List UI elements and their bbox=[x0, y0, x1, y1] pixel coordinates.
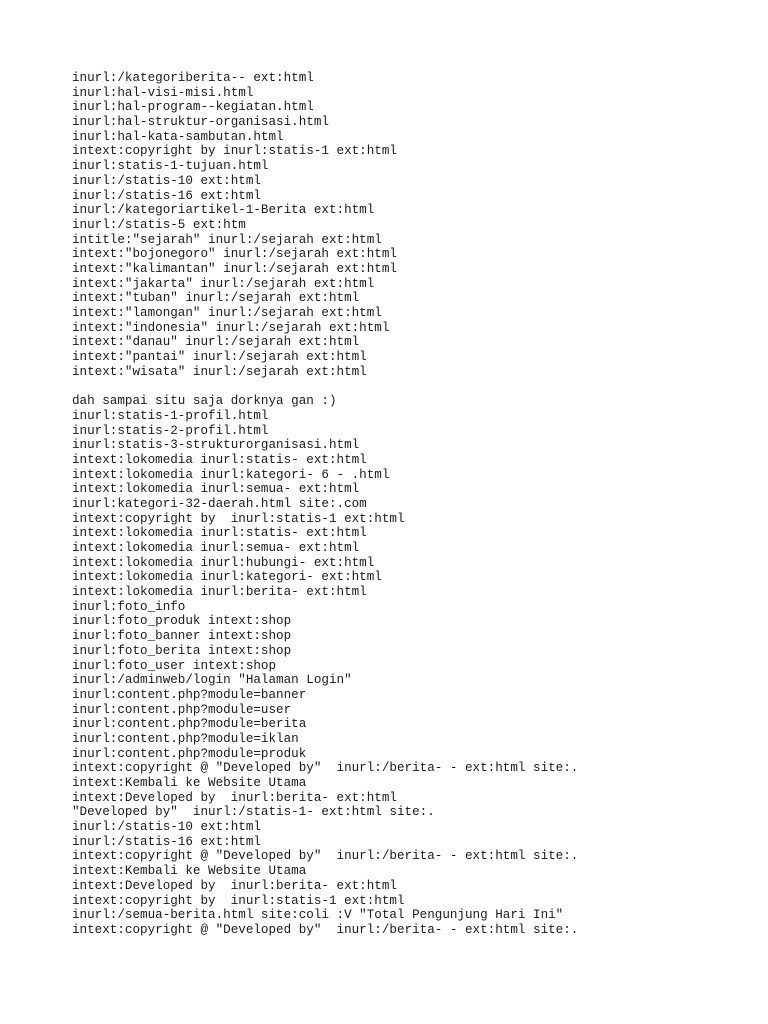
text-line: intext:"tuban" inurl:/sejarah ext:html bbox=[72, 291, 360, 306]
text-line: intext:copyright by inurl:statis-1 ext:html bbox=[72, 893, 405, 908]
text-line: inurl:foto_user intext:shop bbox=[72, 658, 277, 673]
text-line: inurl:statis-3-strukturorganisasi.html bbox=[72, 438, 360, 453]
text-line: intext:Developed by inurl:berita- ext:html bbox=[72, 790, 397, 805]
text-line: inurl:content.php?module=produk bbox=[72, 746, 307, 761]
text-line: intext:"jakarta" inurl:/sejarah ext:html bbox=[72, 276, 375, 291]
text-line: inurl:/statis-10 ext:html bbox=[72, 820, 261, 835]
text-line: intext:Kembali ke Website Utama bbox=[72, 776, 307, 790]
text-line: intext:copyright @ "Developed by" inurl:/berita- - ext:html site:. bbox=[72, 849, 579, 864]
text-line: inurl:content.php?module=iklan bbox=[72, 731, 299, 746]
text-line: inurl:foto_info bbox=[72, 599, 186, 614]
text-line: intext:"pantai" inurl:/sejarah ext:html bbox=[72, 350, 367, 365]
text-line: inurl:foto_berita intext:shop bbox=[72, 643, 292, 658]
text-line: intext:copyright by inurl:statis-1 ext:html bbox=[72, 511, 405, 526]
text-line: intext:"bojonegoro" inurl:/sejarah ext:html bbox=[72, 247, 397, 262]
text-line: inurl:/kategoriartikel-1-Berita ext:html bbox=[72, 203, 375, 218]
text-line: inurl:/kategoriberita-- ext:html bbox=[72, 71, 314, 85]
text-line: inurl:hal-program--kegiatan.html bbox=[72, 100, 314, 115]
text-line: intext:lokomedia inurl:semua- ext:html bbox=[72, 482, 360, 497]
text-line: intext:copyright @ "Developed by" inurl:/berita- - ext:html site:. bbox=[72, 761, 579, 776]
text-line: intext:lokomedia inurl:kategori- ext:html bbox=[72, 570, 382, 585]
dork-list bbox=[72, 71, 578, 938]
text-line: intitle:"sejarah" inurl:/sejarah ext:html bbox=[72, 232, 382, 247]
text-line: inurl:/statis-10 ext:html bbox=[72, 173, 261, 188]
text-line: inurl:hal-struktur-organisasi.html bbox=[72, 115, 329, 130]
text-line: inurl:content.php?module=banner bbox=[72, 687, 307, 702]
text-line: intext:Developed by inurl:berita- ext:html bbox=[72, 878, 397, 893]
text-line: intext:"wisata" inurl:/sejarah ext:html bbox=[72, 364, 367, 379]
text-line: intext:"danau" inurl:/sejarah ext:html bbox=[72, 335, 360, 350]
text-line: intext:"indonesia" inurl:/sejarah ext:html bbox=[72, 320, 390, 335]
text-line: inurl:/statis-5 ext:htm bbox=[72, 217, 246, 232]
text-line: intext:"kalimantan" inurl:/sejarah ext:html bbox=[72, 261, 397, 276]
text-line: inurl:hal-kata-sambutan.html bbox=[72, 129, 284, 144]
text-line: inurl:/semua-berita.html site:coli :V "Total Pengunjung Hari Ini" bbox=[72, 908, 564, 923]
text-line: inurl:content.php?module=user bbox=[72, 702, 292, 717]
text-line: inurl:foto_produk intext:shop bbox=[72, 614, 292, 629]
text-line: intext:lokomedia inurl:statis- ext:html bbox=[72, 526, 367, 541]
text-line: "Developed by" inurl:/statis-1- ext:html site:. bbox=[72, 805, 435, 820]
text-line: intext:lokomedia inurl:semua- ext:html bbox=[72, 541, 360, 555]
text-line: intext:"lamongan" inurl:/sejarah ext:html bbox=[72, 306, 382, 320]
text-line: inurl:foto_banner intext:shop bbox=[72, 629, 292, 644]
text-line: inurl:/statis-16 ext:html bbox=[72, 834, 261, 849]
text-line: intext:lokomedia inurl:statis- ext:html bbox=[72, 452, 367, 467]
text-line: intext:copyright @ "Developed by" inurl:/berita- - ext:html site:. bbox=[72, 922, 579, 937]
text-line: dah sampai situ saja dorknya gan :) bbox=[72, 394, 337, 409]
text-line: inurl:statis-2-profil.html bbox=[72, 423, 269, 438]
text-line: intext:lokomedia inurl:berita- ext:html bbox=[72, 585, 367, 600]
text-line: inurl:content.php?module=berita bbox=[72, 717, 307, 732]
blank-line bbox=[72, 379, 578, 394]
text-line: inurl:statis-1-tujuan.html bbox=[72, 159, 269, 174]
text-line: inurl:/statis-16 ext:html bbox=[72, 188, 261, 203]
text-line: intext:lokomedia inurl:kategori- 6 - .html bbox=[72, 467, 390, 482]
text-line: intext:lokomedia inurl:hubungi- ext:html bbox=[72, 555, 375, 570]
text-line: inurl:kategori-32-daerah.html site:.com bbox=[72, 496, 367, 511]
text-line: inurl:statis-1-profil.html bbox=[72, 408, 269, 423]
text-line: intext:Kembali ke Website Utama bbox=[72, 864, 307, 879]
text-line: intext:copyright by inurl:statis-1 ext:html bbox=[72, 144, 397, 159]
text-line: inurl:hal-visi-misi.html bbox=[72, 85, 254, 100]
text-line: inurl:/adminweb/login "Halaman Login" bbox=[72, 673, 352, 688]
